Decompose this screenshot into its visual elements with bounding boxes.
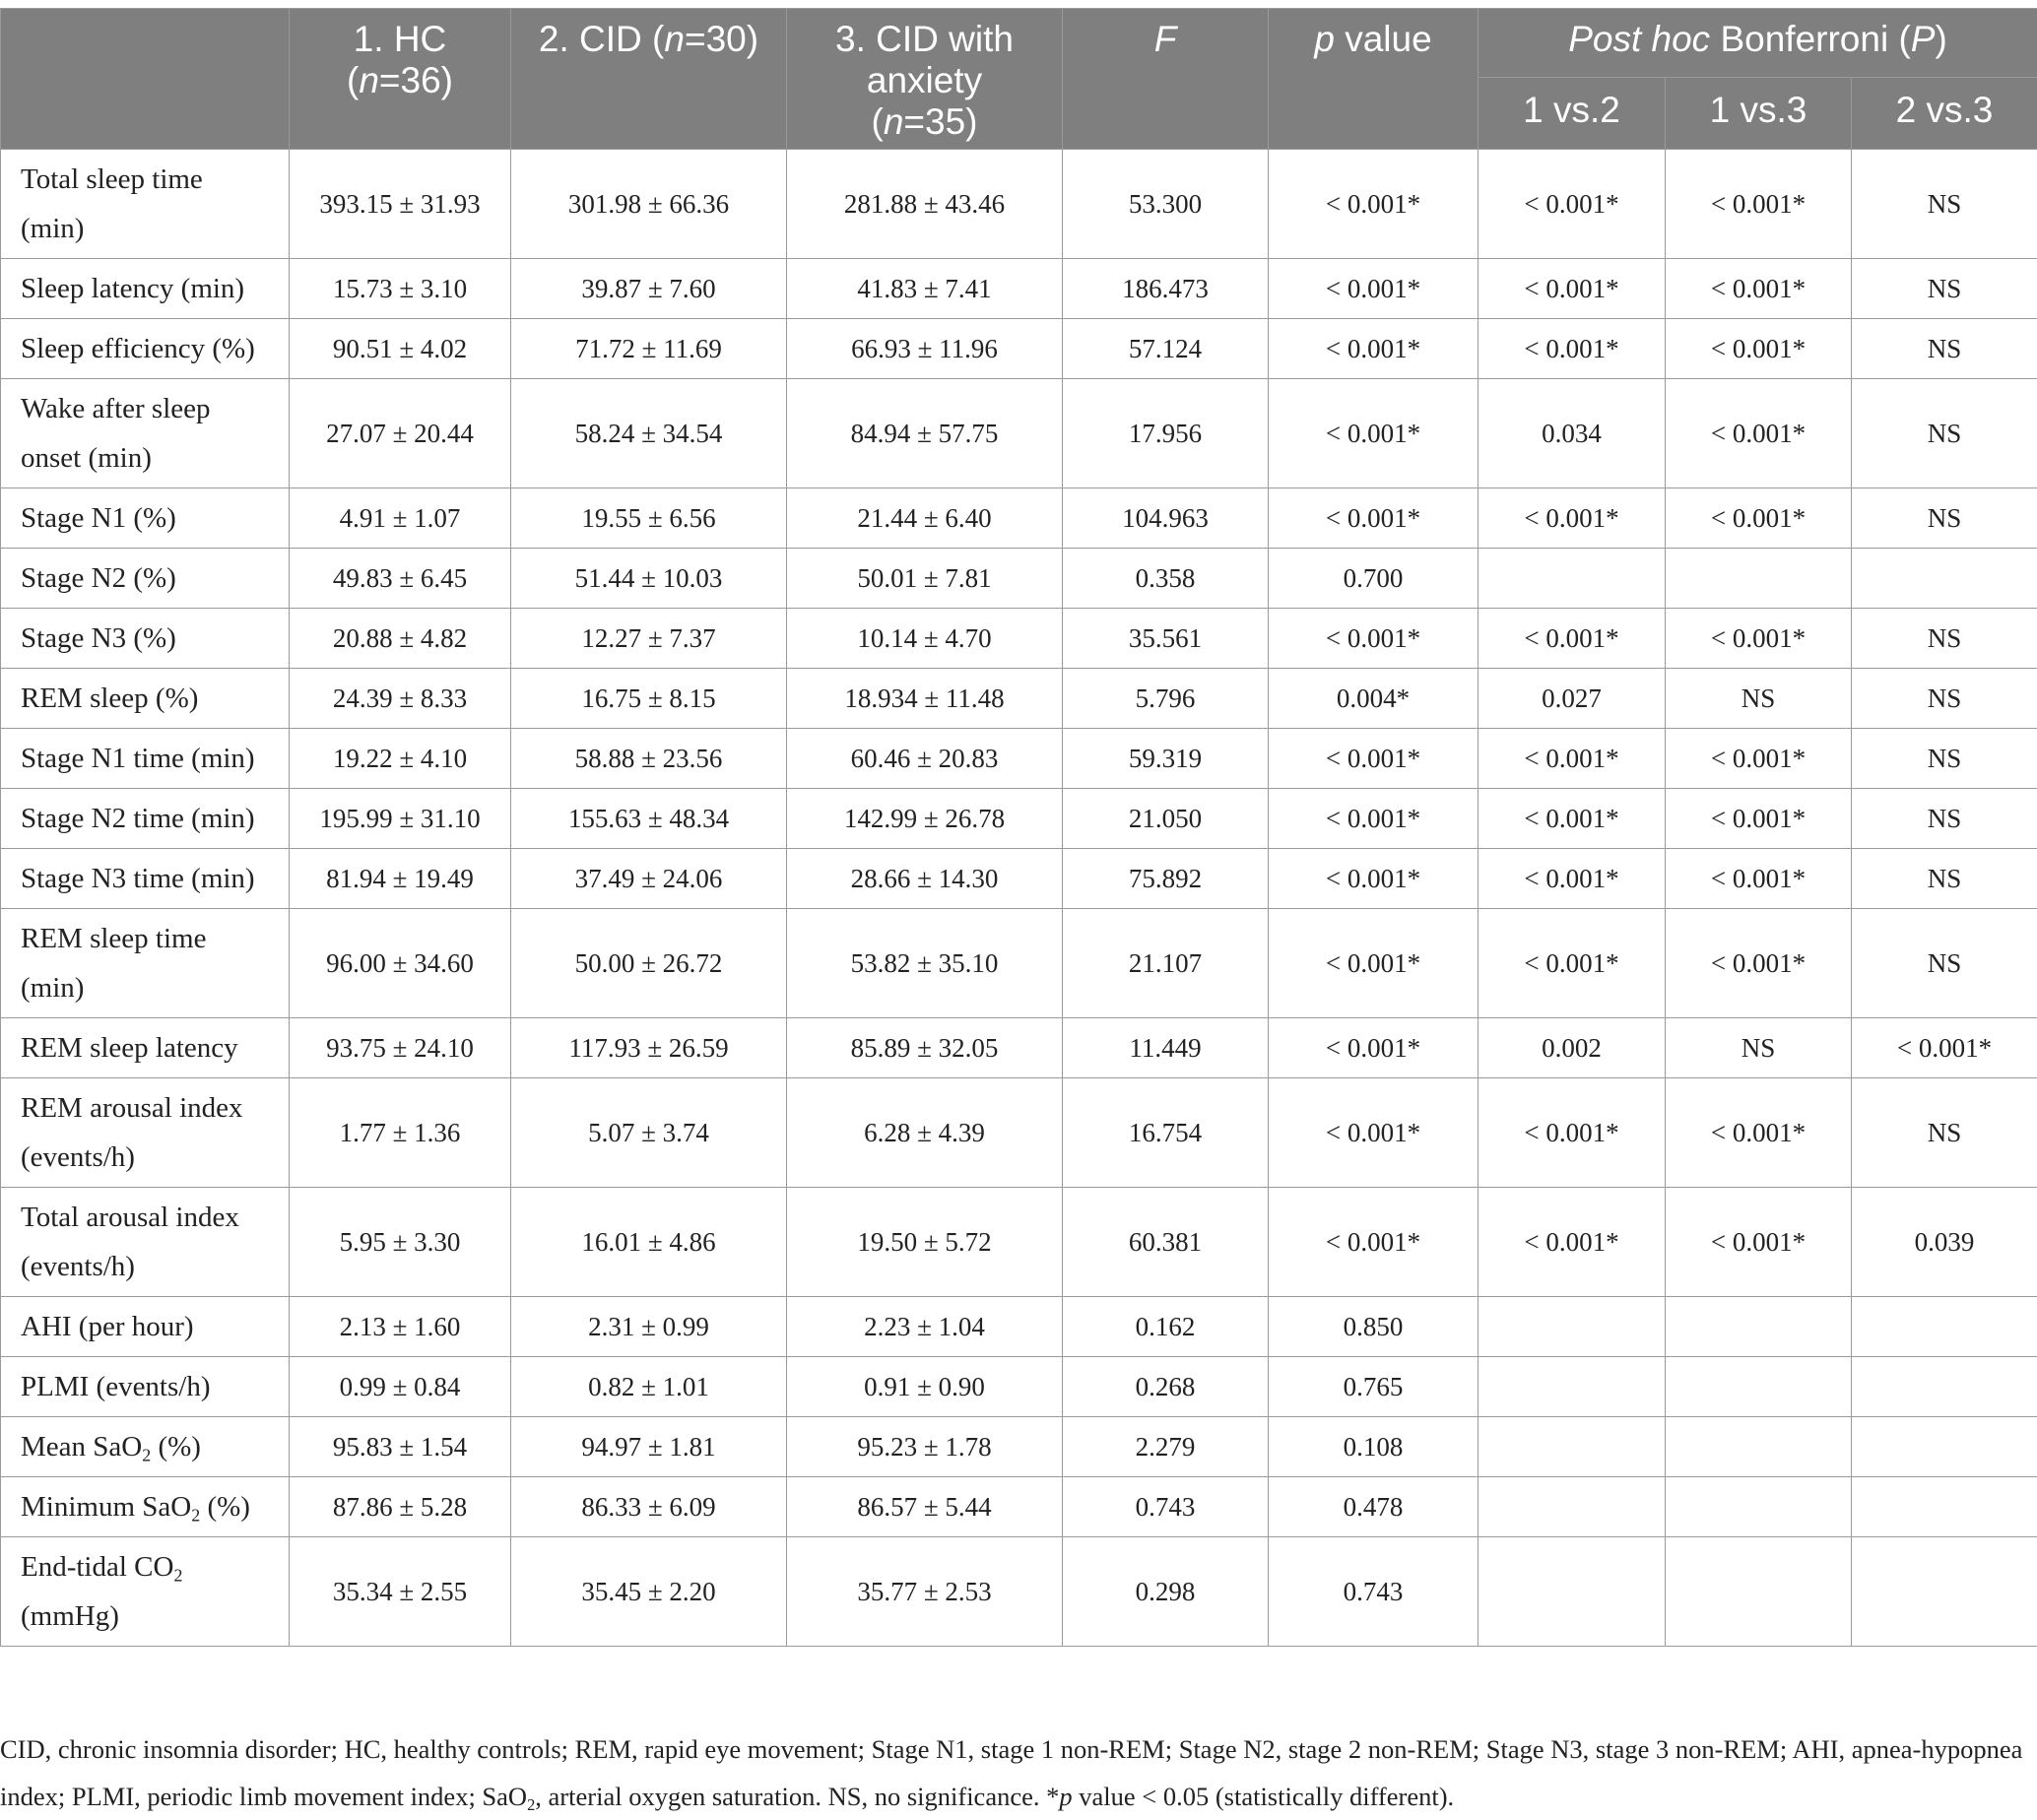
cid-value: 19.55 ± 6.56	[511, 488, 787, 549]
cid-anxiety-value: 10.14 ± 4.70	[787, 609, 1063, 669]
posthoc-1vs3: < 0.001*	[1666, 729, 1852, 789]
cid-anxiety-value: 6.28 ± 4.39	[787, 1078, 1063, 1188]
header-cid-anxiety: 3. CID with anxiety (n=35)	[787, 9, 1063, 150]
posthoc-2vs3: NS	[1852, 609, 2037, 669]
posthoc-1vs3: < 0.001*	[1666, 319, 1852, 379]
f-value: 59.319	[1063, 729, 1269, 789]
cid-value: 86.33 ± 6.09	[511, 1477, 787, 1537]
posthoc-2vs3	[1852, 1297, 2037, 1357]
row-label: Sleep efficiency (%)	[1, 319, 290, 379]
header-1vs2: 1 vs.2	[1478, 78, 1666, 150]
posthoc-2vs3: NS	[1852, 729, 2037, 789]
table-row	[1, 1078, 2037, 1188]
p-value: < 0.001*	[1269, 849, 1478, 909]
row-label: Stage N2 time (min)	[1, 789, 290, 849]
posthoc-1vs2: < 0.001*	[1478, 1188, 1666, 1297]
p-value: < 0.001*	[1269, 379, 1478, 488]
row-label: End-tidal $CO_2$ (mmHg)	[1, 1537, 290, 1647]
posthoc-2vs3: NS	[1852, 488, 2037, 549]
posthoc-2vs3: NS	[1852, 259, 2037, 319]
cid-value: 12.27 ± 7.37	[511, 609, 787, 669]
cid-value: 0.82 ± 1.01	[511, 1357, 787, 1417]
cid-anxiety-value: 60.46 ± 20.83	[787, 729, 1063, 789]
hc-value: 96.00 ± 34.60	[290, 909, 511, 1018]
hc-value: 90.51 ± 4.02	[290, 319, 511, 379]
cid-value: 94.97 ± 1.81	[511, 1417, 787, 1477]
p-value: < 0.001*	[1269, 319, 1478, 379]
table-row	[1, 729, 2037, 789]
header-2vs3: 2 vs.3	[1852, 78, 2037, 150]
posthoc-1vs3: < 0.001*	[1666, 909, 1852, 1018]
f-value: 21.107	[1063, 909, 1269, 1018]
f-value: 75.892	[1063, 849, 1269, 909]
posthoc-1vs2: < 0.001*	[1478, 609, 1666, 669]
posthoc-1vs3	[1666, 1357, 1852, 1417]
p-value: 0.108	[1269, 1417, 1478, 1477]
p-value: < 0.001*	[1269, 729, 1478, 789]
posthoc-1vs2: < 0.001*	[1478, 319, 1666, 379]
row-label: Stage N1 (%)	[1, 488, 290, 549]
posthoc-2vs3	[1852, 1417, 2037, 1477]
row-label: Total arousal index (events/h)	[1, 1188, 290, 1297]
p-value: < 0.001*	[1269, 909, 1478, 1018]
row-label: PLMI (events/h)	[1, 1357, 290, 1417]
header-cid: 2. CID (n=30)	[511, 9, 787, 150]
posthoc-1vs3: < 0.001*	[1666, 609, 1852, 669]
posthoc-1vs2	[1478, 549, 1666, 609]
f-value: 0.162	[1063, 1297, 1269, 1357]
posthoc-1vs2: 0.002	[1478, 1018, 1666, 1078]
f-value: 35.561	[1063, 609, 1269, 669]
posthoc-1vs2: 0.034	[1478, 379, 1666, 488]
header-posthoc: Post hoc Bonferroni (P)	[1478, 9, 2037, 78]
table-row	[1, 488, 2037, 549]
header-1vs3: 1 vs.3	[1666, 78, 1852, 150]
f-value: 186.473	[1063, 259, 1269, 319]
f-value: 57.124	[1063, 319, 1269, 379]
p-value: < 0.001*	[1269, 1188, 1478, 1297]
cid-value: 50.00 ± 26.72	[511, 909, 787, 1018]
hc-value: 35.34 ± 2.55	[290, 1537, 511, 1647]
posthoc-2vs3	[1852, 1477, 2037, 1537]
f-value: 0.298	[1063, 1537, 1269, 1647]
posthoc-1vs2	[1478, 1477, 1666, 1537]
cid-anxiety-value: 19.50 ± 5.72	[787, 1188, 1063, 1297]
posthoc-1vs3: NS	[1666, 1018, 1852, 1078]
cid-value: 2.31 ± 0.99	[511, 1297, 787, 1357]
posthoc-1vs2	[1478, 1297, 1666, 1357]
p-value: 0.765	[1269, 1357, 1478, 1417]
cid-value: 155.63 ± 48.34	[511, 789, 787, 849]
cid-anxiety-value: 281.88 ± 43.46	[787, 150, 1063, 259]
posthoc-1vs2: < 0.001*	[1478, 1078, 1666, 1188]
hc-value: 19.22 ± 4.10	[290, 729, 511, 789]
posthoc-1vs3	[1666, 1417, 1852, 1477]
cid-value: 301.98 ± 66.36	[511, 150, 787, 259]
cid-value: 58.88 ± 23.56	[511, 729, 787, 789]
cid-anxiety-value: 86.57 ± 5.44	[787, 1477, 1063, 1537]
table-row	[1, 259, 2037, 319]
cid-anxiety-value: 0.91 ± 0.90	[787, 1357, 1063, 1417]
posthoc-1vs3	[1666, 1297, 1852, 1357]
header-label-column	[1, 9, 290, 150]
row-label: Stage N3 time (min)	[1, 849, 290, 909]
row-label: Mean SaO$_2$ (%)	[1, 1417, 290, 1477]
row-label: Sleep latency (min)	[1, 259, 290, 319]
posthoc-1vs3: < 0.001*	[1666, 789, 1852, 849]
f-value: 2.279	[1063, 1417, 1269, 1477]
table-row	[1, 669, 2037, 729]
row-label: REM sleep time (min)	[1, 909, 290, 1018]
posthoc-2vs3: NS	[1852, 789, 2037, 849]
posthoc-1vs2: < 0.001*	[1478, 849, 1666, 909]
p-value: < 0.001*	[1269, 609, 1478, 669]
p-value: < 0.001*	[1269, 150, 1478, 259]
f-value: 21.050	[1063, 789, 1269, 849]
hc-value: 2.13 ± 1.60	[290, 1297, 511, 1357]
table-row	[1, 1417, 2037, 1477]
row-label: REM sleep latency	[1, 1018, 290, 1078]
f-value: 0.358	[1063, 549, 1269, 609]
f-value: 0.268	[1063, 1357, 1269, 1417]
p-value: 0.478	[1269, 1477, 1478, 1537]
f-value: 17.956	[1063, 379, 1269, 488]
posthoc-2vs3: NS	[1852, 379, 2037, 488]
p-value: < 0.001*	[1269, 1018, 1478, 1078]
posthoc-1vs3: < 0.001*	[1666, 150, 1852, 259]
cid-value: 37.49 ± 24.06	[511, 849, 787, 909]
posthoc-1vs2: 0.027	[1478, 669, 1666, 729]
posthoc-2vs3: NS	[1852, 150, 2037, 259]
posthoc-2vs3: NS	[1852, 849, 2037, 909]
table-footnote: CID, chronic insomnia disorder; HC, healthy controls; REM, rapid eye movement; Stage N1, stage 1 non-REM; Stage N2, stage 2 non-REM; Stage N3, stage 3 non-REM; AHI, apnea-hypopnea index; PLMI, periodic limb movement index; SaO$_2$, arterial oxygen saturation. NS, no significance. *p value < 0.05 (statistically different).	[0, 1725, 2037, 1820]
table-row	[1, 849, 2037, 909]
p-value: 0.743	[1269, 1537, 1478, 1647]
cid-value: 39.87 ± 7.60	[511, 259, 787, 319]
posthoc-1vs2: < 0.001*	[1478, 488, 1666, 549]
results-table	[0, 8, 2037, 1647]
cid-anxiety-value: 142.99 ± 26.78	[787, 789, 1063, 849]
posthoc-2vs3	[1852, 1357, 2037, 1417]
table-row	[1, 379, 2037, 488]
cid-value: 5.07 ± 3.74	[511, 1078, 787, 1188]
hc-value: 1.77 ± 1.36	[290, 1078, 511, 1188]
cid-anxiety-value: 28.66 ± 14.30	[787, 849, 1063, 909]
row-label: Wake after sleep onset (min)	[1, 379, 290, 488]
hc-value: 15.73 ± 3.10	[290, 259, 511, 319]
cid-anxiety-value: 21.44 ± 6.40	[787, 488, 1063, 549]
cid-anxiety-value: 50.01 ± 7.81	[787, 549, 1063, 609]
p-value: < 0.001*	[1269, 1078, 1478, 1188]
hc-value: 95.83 ± 1.54	[290, 1417, 511, 1477]
f-value: 11.449	[1063, 1018, 1269, 1078]
row-label: Total sleep time (min)	[1, 150, 290, 259]
table-row	[1, 1018, 2037, 1078]
posthoc-1vs2	[1478, 1417, 1666, 1477]
p-value: 0.004*	[1269, 669, 1478, 729]
posthoc-1vs2: < 0.001*	[1478, 150, 1666, 259]
posthoc-2vs3: NS	[1852, 669, 2037, 729]
row-label: Stage N1 time (min)	[1, 729, 290, 789]
cid-anxiety-value: 53.82 ± 35.10	[787, 909, 1063, 1018]
p-value: < 0.001*	[1269, 488, 1478, 549]
posthoc-2vs3: < 0.001*	[1852, 1018, 2037, 1078]
posthoc-2vs3: 0.039	[1852, 1188, 2037, 1297]
header-hc: 1. HC (n=36)	[290, 9, 511, 150]
cid-anxiety-value: 41.83 ± 7.41	[787, 259, 1063, 319]
table-row	[1, 1477, 2037, 1537]
posthoc-2vs3: NS	[1852, 1078, 2037, 1188]
cid-value: 117.93 ± 26.59	[511, 1018, 787, 1078]
posthoc-1vs3	[1666, 549, 1852, 609]
table-row	[1, 909, 2037, 1018]
hc-value: 4.91 ± 1.07	[290, 488, 511, 549]
hc-value: 5.95 ± 3.30	[290, 1188, 511, 1297]
cid-anxiety-value: 84.94 ± 57.75	[787, 379, 1063, 488]
table-row	[1, 549, 2037, 609]
posthoc-1vs3: < 0.001*	[1666, 488, 1852, 549]
cid-value: 58.24 ± 34.54	[511, 379, 787, 488]
posthoc-1vs2: < 0.001*	[1478, 729, 1666, 789]
cid-anxiety-value: 18.934 ± 11.48	[787, 669, 1063, 729]
f-value: 16.754	[1063, 1078, 1269, 1188]
posthoc-1vs2: < 0.001*	[1478, 789, 1666, 849]
hc-value: 93.75 ± 24.10	[290, 1018, 511, 1078]
cid-value: 35.45 ± 2.20	[511, 1537, 787, 1647]
table-row	[1, 1188, 2037, 1297]
posthoc-1vs2: < 0.001*	[1478, 259, 1666, 319]
cid-anxiety-value: 95.23 ± 1.78	[787, 1417, 1063, 1477]
hc-value: 49.83 ± 6.45	[290, 549, 511, 609]
hc-value: 81.94 ± 19.49	[290, 849, 511, 909]
cid-anxiety-value: 85.89 ± 32.05	[787, 1018, 1063, 1078]
posthoc-1vs2	[1478, 1537, 1666, 1647]
p-value: < 0.001*	[1269, 789, 1478, 849]
table-row	[1, 1297, 2037, 1357]
hc-value: 27.07 ± 20.44	[290, 379, 511, 488]
hc-value: 87.86 ± 5.28	[290, 1477, 511, 1537]
row-label: Stage N2 (%)	[1, 549, 290, 609]
posthoc-2vs3: NS	[1852, 909, 2037, 1018]
p-value: < 0.001*	[1269, 259, 1478, 319]
posthoc-1vs3: < 0.001*	[1666, 259, 1852, 319]
table-row	[1, 1357, 2037, 1417]
posthoc-1vs3	[1666, 1537, 1852, 1647]
posthoc-1vs2: < 0.001*	[1478, 909, 1666, 1018]
table-row	[1, 150, 2037, 259]
f-value: 5.796	[1063, 669, 1269, 729]
f-value: 104.963	[1063, 488, 1269, 549]
table-body	[1, 150, 2037, 1647]
p-value: 0.850	[1269, 1297, 1478, 1357]
row-label: Stage N3 (%)	[1, 609, 290, 669]
posthoc-1vs3	[1666, 1477, 1852, 1537]
posthoc-1vs2	[1478, 1357, 1666, 1417]
header-f: F	[1063, 9, 1269, 150]
header-p-value: p value	[1269, 9, 1478, 150]
f-value: 0.743	[1063, 1477, 1269, 1537]
table-header	[1, 9, 2037, 150]
table-row	[1, 319, 2037, 379]
cid-value: 16.01 ± 4.86	[511, 1188, 787, 1297]
table-row	[1, 609, 2037, 669]
row-label: REM arousal index (events/h)	[1, 1078, 290, 1188]
row-label: AHI (per hour)	[1, 1297, 290, 1357]
hc-value: 20.88 ± 4.82	[290, 609, 511, 669]
cid-anxiety-value: 66.93 ± 11.96	[787, 319, 1063, 379]
f-value: 60.381	[1063, 1188, 1269, 1297]
p-value: 0.700	[1269, 549, 1478, 609]
posthoc-1vs3: < 0.001*	[1666, 849, 1852, 909]
posthoc-1vs3: NS	[1666, 669, 1852, 729]
posthoc-2vs3	[1852, 549, 2037, 609]
cid-anxiety-value: 35.77 ± 2.53	[787, 1537, 1063, 1647]
posthoc-2vs3	[1852, 1537, 2037, 1647]
cid-value: 71.72 ± 11.69	[511, 319, 787, 379]
hc-value: 195.99 ± 31.10	[290, 789, 511, 849]
posthoc-1vs3: < 0.001*	[1666, 379, 1852, 488]
hc-value: 393.15 ± 31.93	[290, 150, 511, 259]
hc-value: 0.99 ± 0.84	[290, 1357, 511, 1417]
posthoc-1vs3: < 0.001*	[1666, 1078, 1852, 1188]
table-row	[1, 789, 2037, 849]
cid-anxiety-value: 2.23 ± 1.04	[787, 1297, 1063, 1357]
f-value: 53.300	[1063, 150, 1269, 259]
table-row	[1, 1537, 2037, 1647]
row-label: REM sleep (%)	[1, 669, 290, 729]
posthoc-1vs3: < 0.001*	[1666, 1188, 1852, 1297]
hc-value: 24.39 ± 8.33	[290, 669, 511, 729]
posthoc-2vs3: NS	[1852, 319, 2037, 379]
row-label: Minimum SaO$_2$ (%)	[1, 1477, 290, 1537]
cid-value: 16.75 ± 8.15	[511, 669, 787, 729]
cid-value: 51.44 ± 10.03	[511, 549, 787, 609]
